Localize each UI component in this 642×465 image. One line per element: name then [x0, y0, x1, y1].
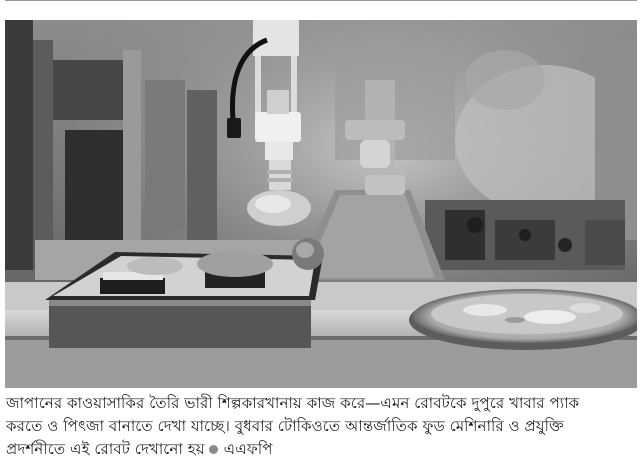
photo-credit: এএফপি — [223, 440, 273, 458]
top-rule — [5, 0, 637, 1]
caption-line-3 — [6, 438, 636, 461]
caption-line-3-text: প্রদর্শনীতে এই রোবট দেখানো হয় — [6, 440, 205, 458]
photo-caption — [6, 392, 636, 461]
news-photo — [5, 20, 637, 388]
bullet-dot-icon — [209, 445, 218, 454]
pizza — [409, 289, 637, 350]
caption-line-1: জাপানের কাওয়াসাকির তৈরি ভারী শিল্পকারখানায় কাজ করে—এমন রোবটকে দুপুরে খাবার প্যাক — [6, 394, 580, 412]
caption-line-2: করতে ও পিৎজা বানাতে দেখা যাচ্ছে। বুধবার টোকিওতে আন্তর্জাতিক ফুড মেশিনারি ও প্রযুক্তি — [6, 417, 564, 435]
